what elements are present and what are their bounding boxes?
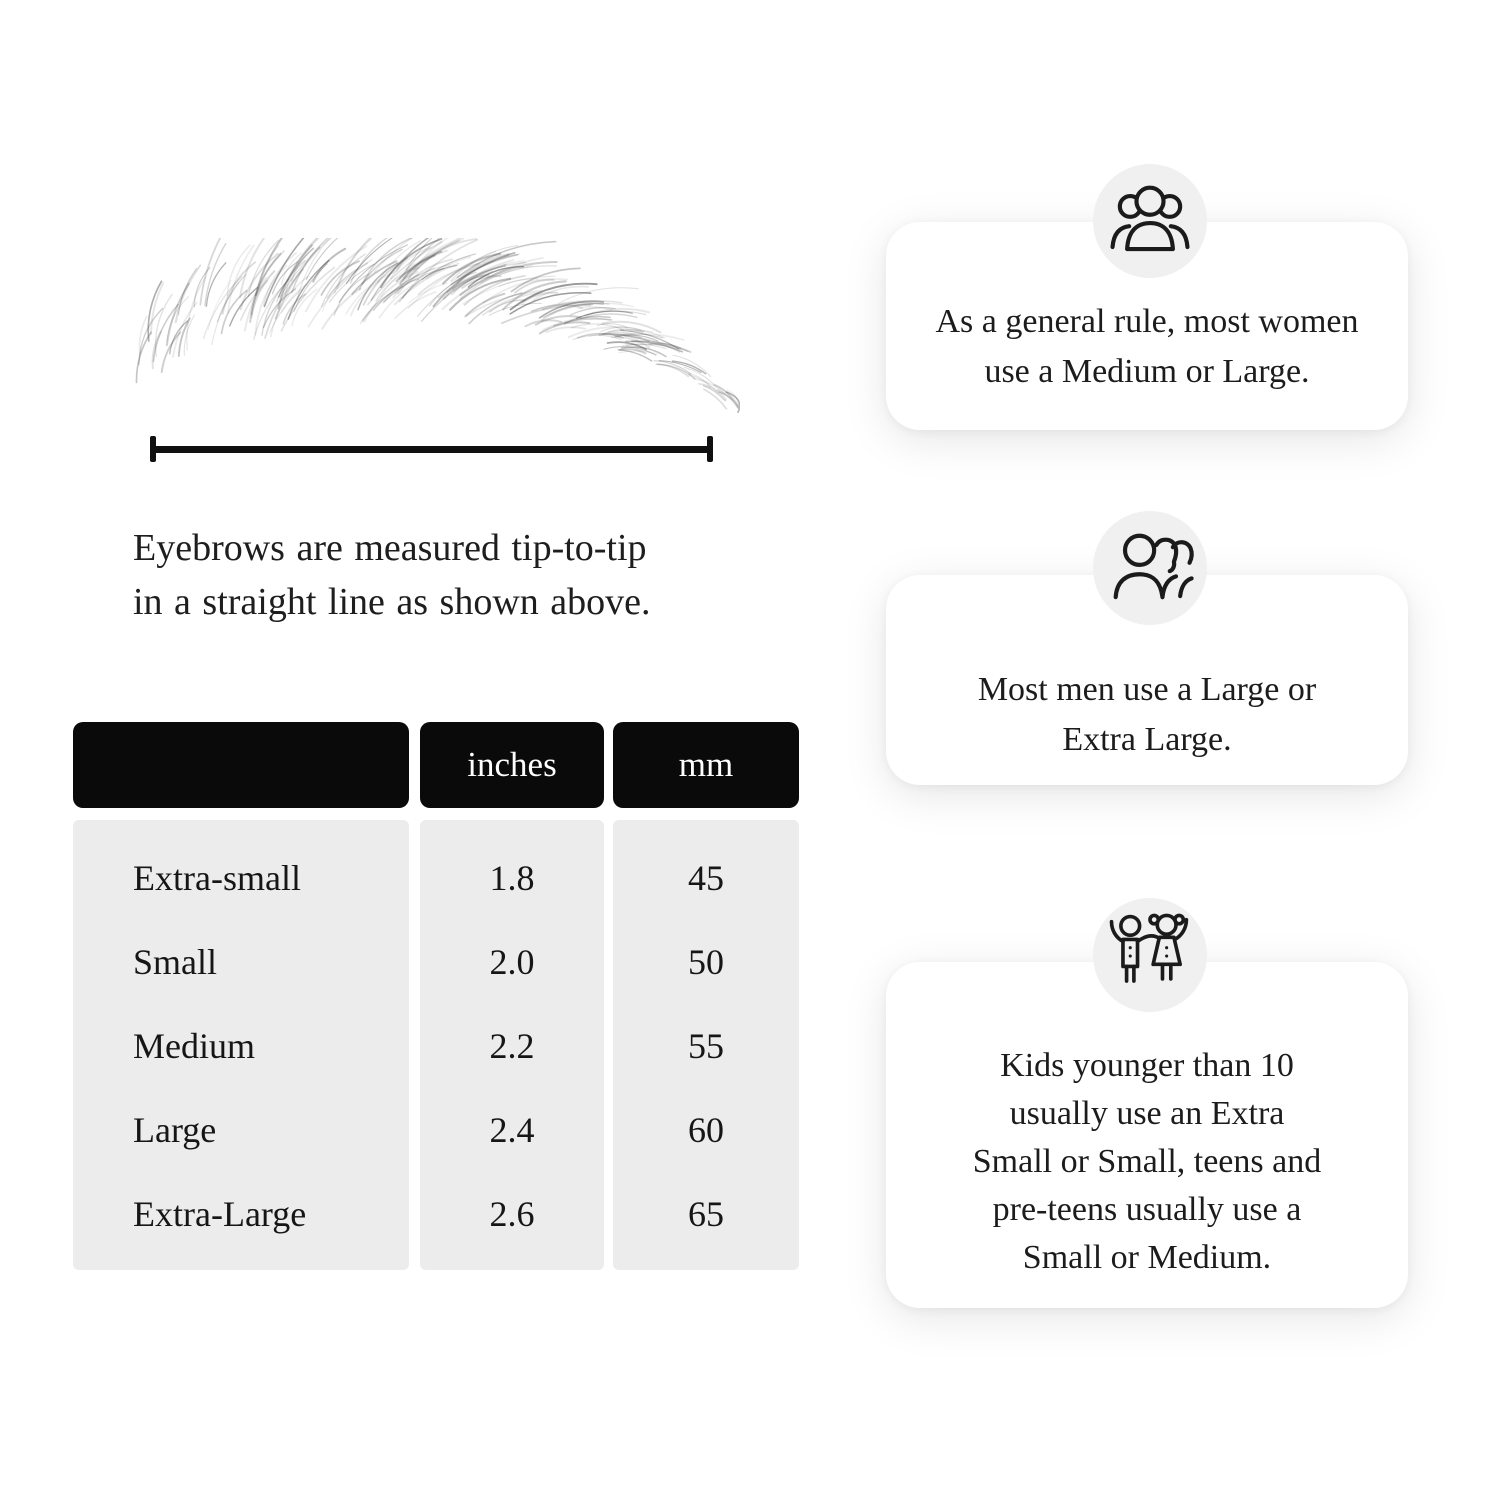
- card-text-line: Most men use a Large or: [977, 671, 1317, 708]
- caption-line-1: Eyebrows are measured tip-to-tip: [133, 527, 647, 569]
- size-row-mm: 55: [688, 1026, 724, 1066]
- size-row-label: Small: [133, 942, 218, 982]
- card-text-line: Small or Medium.: [1022, 1239, 1272, 1276]
- size-row-inches: 1.8: [489, 858, 535, 898]
- card-text-line: use a Medium or Large.: [984, 353, 1310, 390]
- size-row-mm: 45: [688, 858, 724, 898]
- size-row-label: Large: [133, 1110, 217, 1150]
- measurement-line-right-cap: [707, 436, 713, 462]
- card-text-line: Kids younger than 10: [1000, 1047, 1294, 1084]
- measurement-line-bar: [150, 446, 713, 453]
- size-row-mm: 65: [688, 1194, 724, 1234]
- size-row-inches: 2.6: [489, 1194, 535, 1234]
- kids-sizing-text: [906, 1042, 1388, 1282]
- men-sizing-text: [906, 665, 1388, 765]
- size-row-inches: 2.0: [489, 942, 535, 982]
- eyebrow-sketch: [120, 238, 740, 438]
- card-text-line: pre-teens usually use a: [992, 1191, 1302, 1228]
- kids-icon: [1098, 903, 1202, 1007]
- size-table-header-inches: inches: [420, 722, 604, 808]
- men-icon-circle: [1093, 511, 1207, 625]
- kids-icon-circle: [1093, 898, 1207, 1012]
- size-table-inches-body: [420, 820, 604, 1270]
- card-text-line: Small or Small, teens and: [972, 1143, 1322, 1180]
- size-table-header-mm: mm: [613, 722, 799, 808]
- size-table-mm-body: [613, 820, 799, 1270]
- card-text-line: As a general rule, most women: [935, 303, 1359, 340]
- size-row-inches: 2.2: [489, 1026, 535, 1066]
- eyebrow-illustration: [120, 238, 740, 438]
- size-table-label-body: [73, 820, 409, 1270]
- card-text-line: Extra Large.: [1062, 721, 1232, 758]
- kids-sizing-card: [886, 962, 1408, 1308]
- size-row-inches: 2.4: [489, 1110, 535, 1150]
- measurement-line: [150, 436, 713, 462]
- men-group-icon: [1098, 516, 1202, 620]
- size-row-label: Extra-Large: [133, 1194, 307, 1234]
- measurement-caption: [133, 521, 773, 629]
- size-row-mm: 60: [688, 1110, 724, 1150]
- caption-line-2: in a straight line as shown above.: [133, 581, 651, 623]
- women-icon-circle: [1093, 164, 1207, 278]
- women-group-icon: [1098, 169, 1202, 273]
- women-sizing-text: [906, 297, 1388, 397]
- card-text-line: usually use an Extra: [1009, 1095, 1285, 1132]
- size-table-header-blank: [73, 722, 409, 808]
- size-row-mm: 50: [688, 942, 724, 982]
- size-row-label: Extra-small: [133, 858, 301, 898]
- size-row-label: Medium: [133, 1026, 255, 1066]
